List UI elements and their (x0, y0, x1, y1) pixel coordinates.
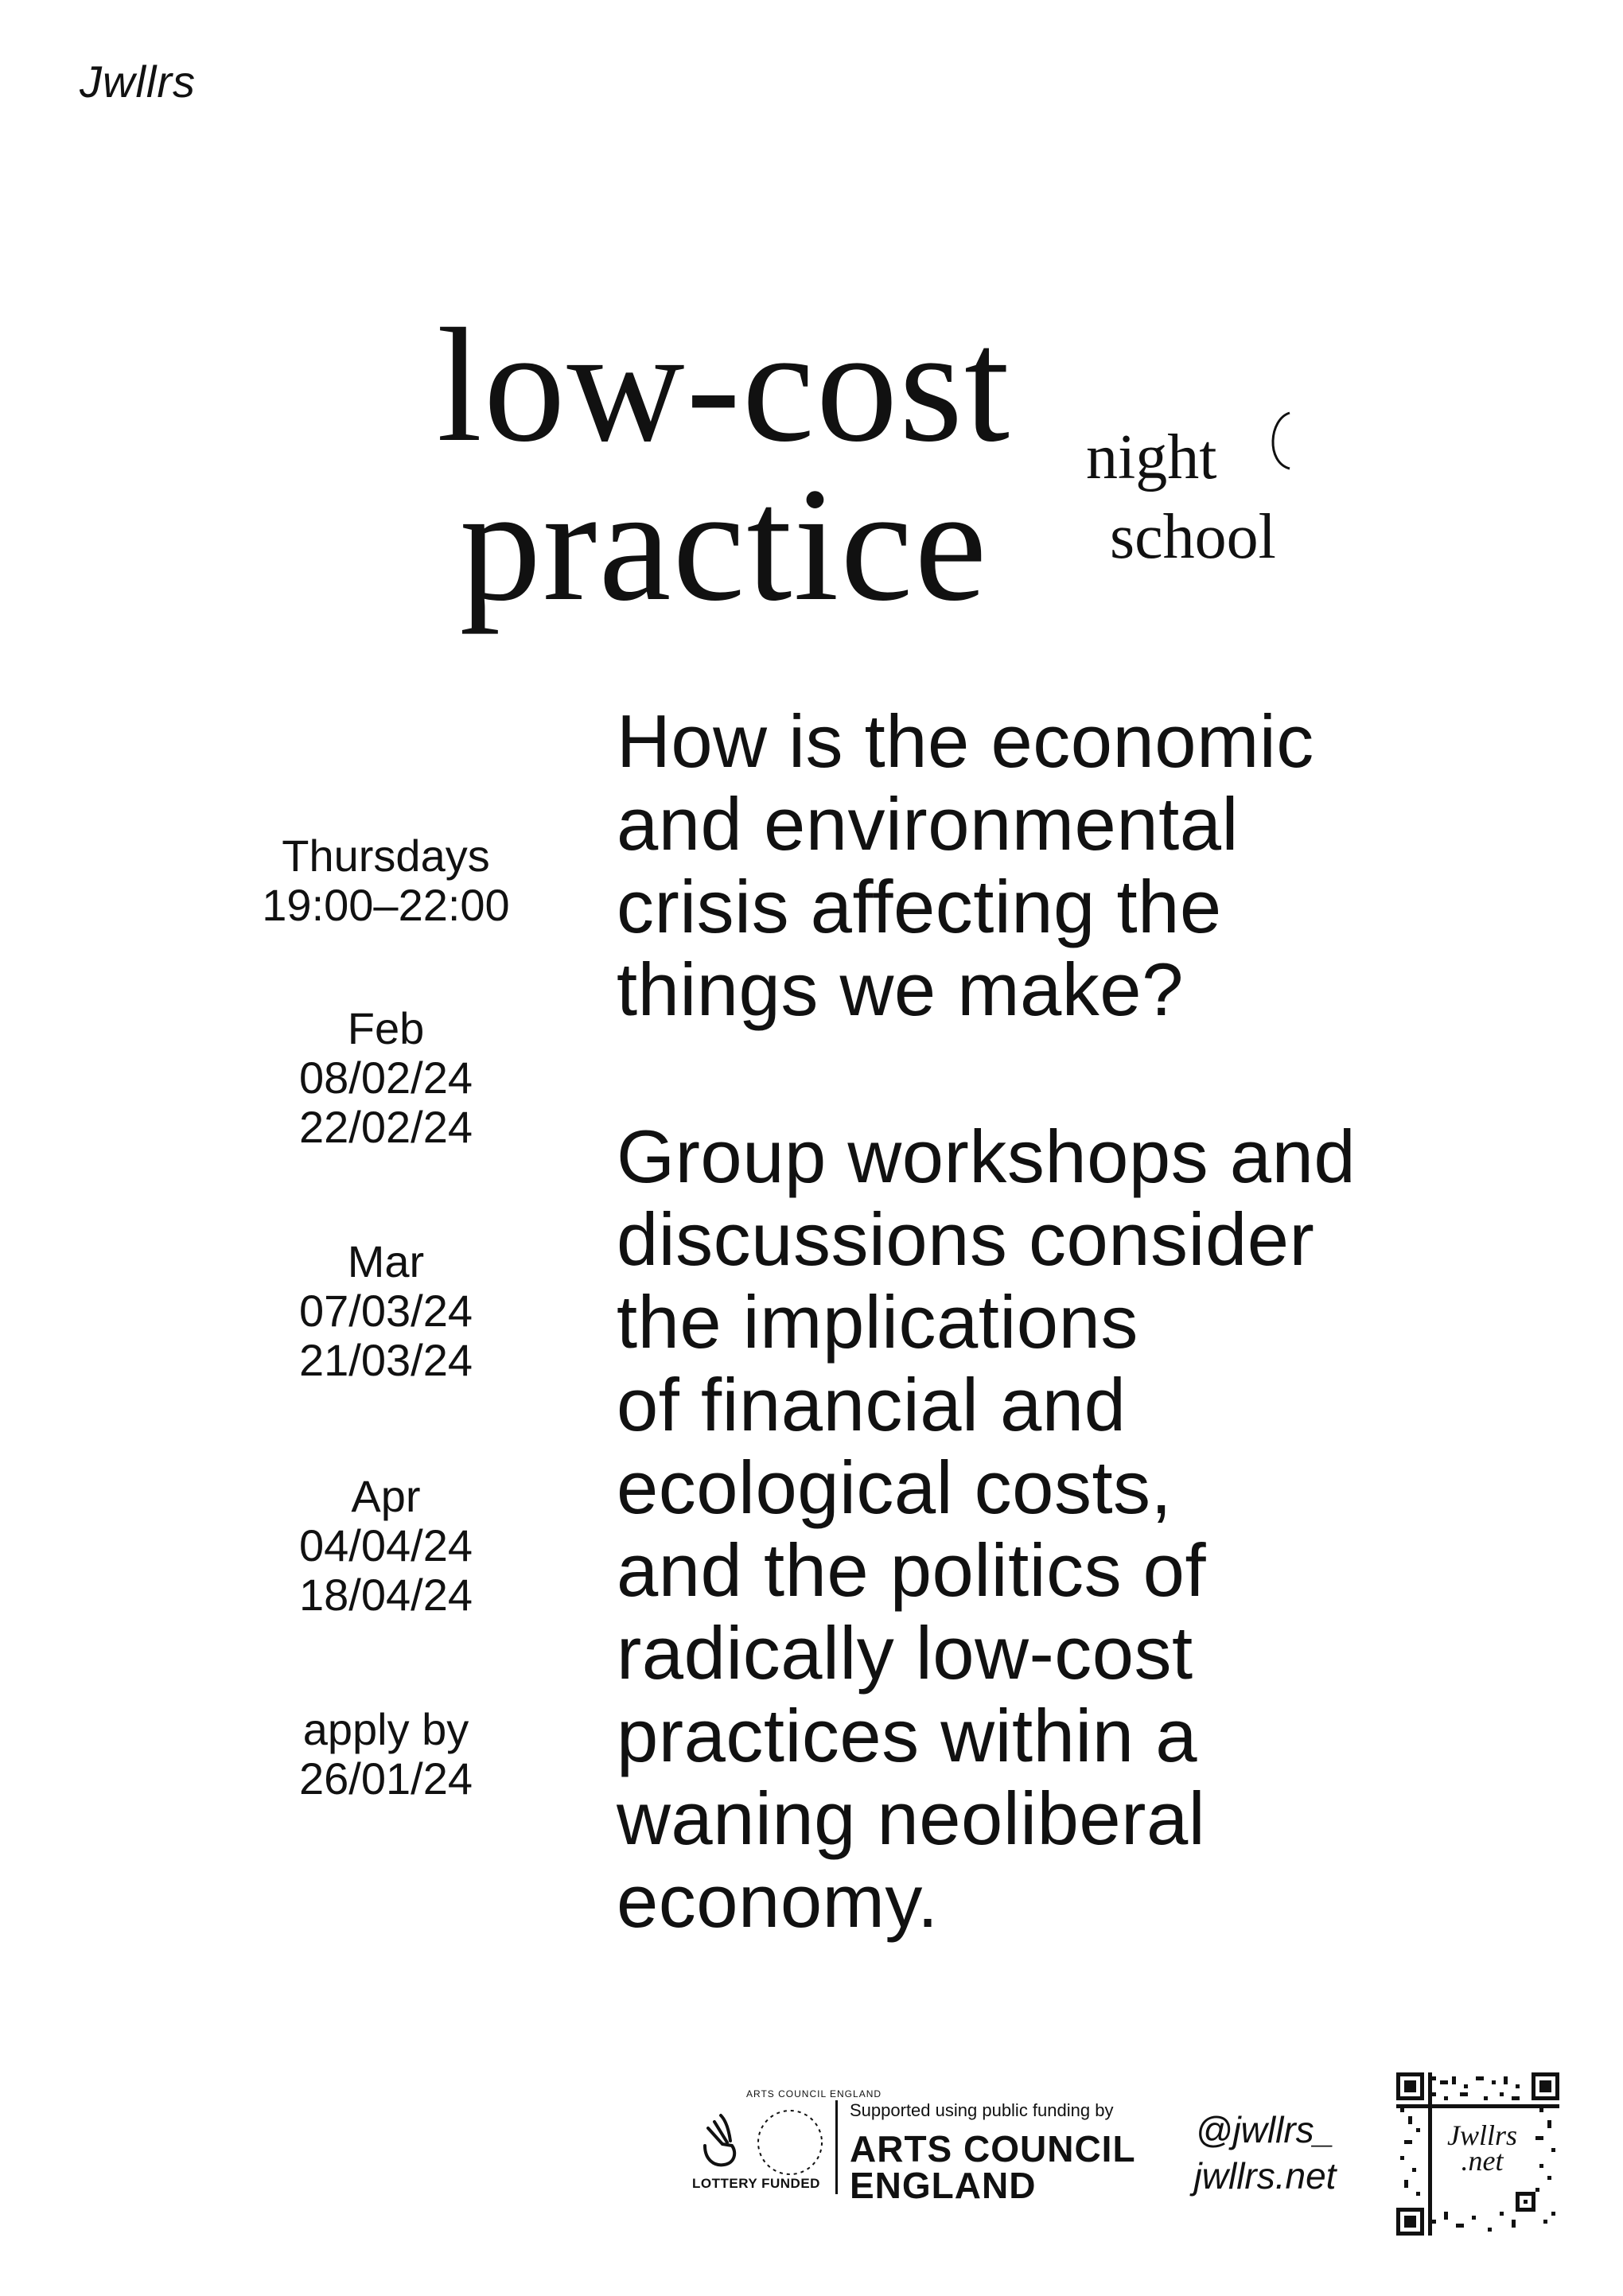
schedule-month-apr (235, 1472, 537, 1620)
contact-block (1162, 2107, 1368, 2199)
month-label: Mar (347, 1236, 425, 1286)
question-line: things we make? (617, 948, 1184, 1031)
funding-statement: Supported using public funding by (850, 2100, 1114, 2120)
description-line: and the politics of (617, 1528, 1207, 1612)
schedule-month-feb (235, 1004, 537, 1152)
session-date: 08/02/24 (299, 1053, 473, 1103)
description-line: Group workshops and (617, 1115, 1356, 1198)
description-line: economy. (617, 1859, 939, 1943)
description-line: radically low-cost (617, 1611, 1193, 1695)
session-date: 18/04/24 (299, 1570, 473, 1620)
qr-label-line-2: .net (1461, 2145, 1504, 2177)
arts-council-badge (758, 2111, 822, 2174)
title-line-2: practice (459, 454, 989, 635)
question-line: and environmental (617, 782, 1239, 866)
apply-deadline (235, 1705, 537, 1804)
crossed-fingers-icon (705, 2115, 734, 2165)
session-date: 21/03/24 (299, 1335, 473, 1385)
description-line: practices within a (617, 1694, 1197, 1777)
schedule-time: 19:00–22:00 (262, 880, 510, 930)
schedule-day: Thursdays (282, 831, 490, 881)
description-paragraph (617, 1115, 1595, 1943)
schedule-day-time (235, 831, 537, 930)
title-line-1: low-cost (437, 295, 1011, 476)
ace-line-2: ENGLAND (850, 2165, 1037, 2206)
question-line: crisis affecting the (617, 865, 1222, 948)
page-title (374, 295, 1074, 635)
session-date: 22/02/24 (299, 1102, 473, 1152)
description-line: of financial and (617, 1363, 1127, 1446)
crescent-moon-icon (1261, 410, 1294, 472)
subtitle-night: night (1086, 422, 1217, 492)
month-label: Apr (351, 1471, 421, 1521)
description-line: ecological costs, (617, 1446, 1173, 1529)
arts-council-badge-text: ARTS COUNCIL ENGLAND (746, 2088, 882, 2099)
session-date: 04/04/24 (299, 1520, 473, 1570)
question-paragraph (617, 700, 1595, 1031)
apply-date: 26/01/24 (299, 1753, 473, 1804)
subtitle-school: school (1110, 502, 1276, 572)
question-line: How is the economic (617, 699, 1314, 783)
qr-code-label (1438, 2119, 1526, 2177)
website-link[interactable]: jwllrs.net (1193, 2155, 1337, 2197)
schedule-month-mar (235, 1237, 537, 1385)
brand-name: Jwllrs (80, 56, 196, 107)
ace-line-1: ARTS COUNCIL (850, 2128, 1136, 2170)
qr-label-line-1: Jwllrs (1446, 2119, 1517, 2151)
logo-divider (835, 2100, 838, 2194)
description-line: waning neoliberal (617, 1776, 1206, 1860)
description-line: the implications (617, 1280, 1138, 1364)
apply-label: apply by (302, 1704, 469, 1754)
arts-council-england-logo (850, 2128, 1136, 2206)
social-handle[interactable]: @jwllrs_ (1195, 2109, 1335, 2150)
lottery-funded-label: LOTTERY FUNDED (692, 2176, 820, 2191)
month-label: Feb (347, 1003, 425, 1053)
session-date: 07/03/24 (299, 1286, 473, 1336)
description-line: discussions consider (617, 1197, 1315, 1281)
